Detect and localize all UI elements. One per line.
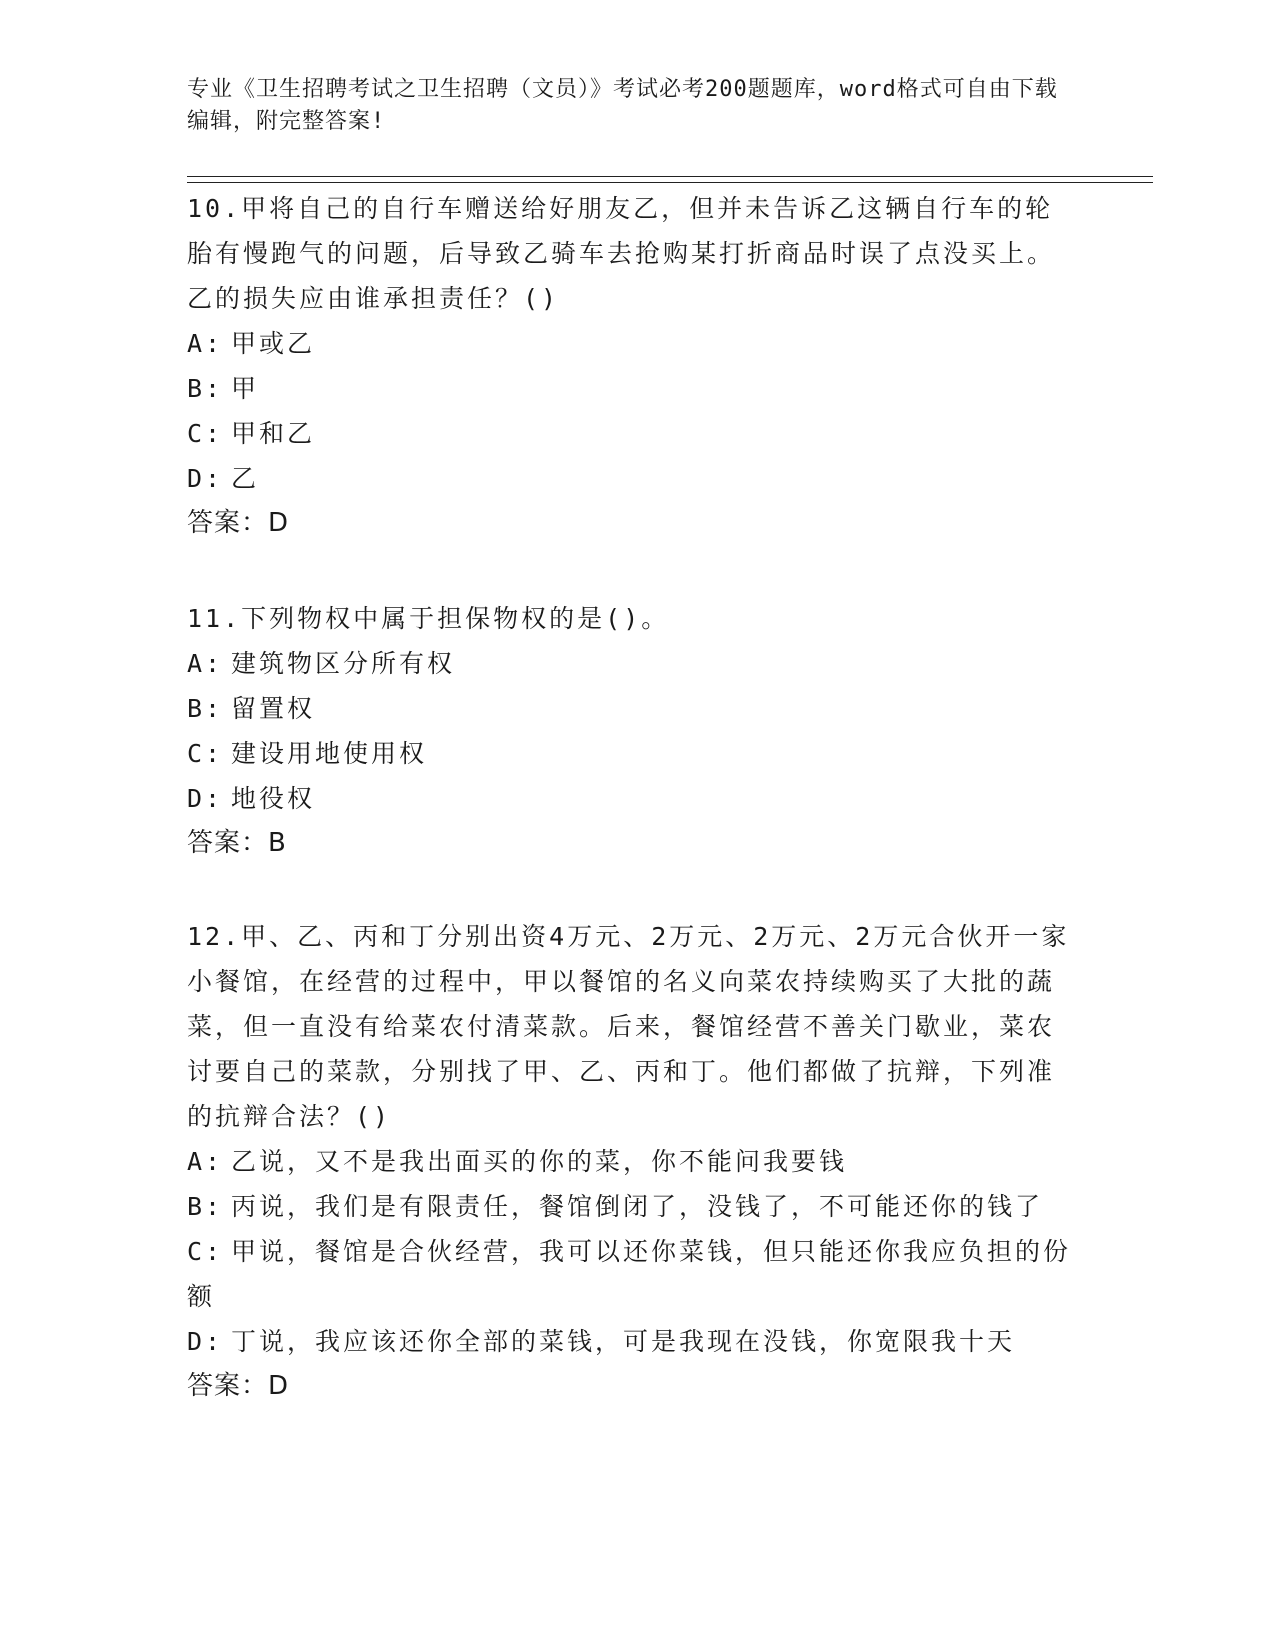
- question-stem: 10.甲将自己的自行车赠送给好朋友乙，但并未告诉乙这辆自行车的轮胎有慢跑气的问题，后导致乙骑车去抢购某打折商品时误了点没买上。乙的损失应由谁承担责任？(): [187, 194, 1056, 313]
- option-text: 甲: [231, 374, 260, 403]
- question-10: [187, 186, 1077, 546]
- option-letter: B:: [187, 694, 224, 723]
- question-stem: 12.甲、乙、丙和丁分别出资4万元、2万元、2万元、2万元合伙开一家小餐馆，在经营的过程中，甲以餐馆的名义向菜农持续购买了大批的蔬菜，但一直没有给菜农付清菜款。后来，餐馆经营不善关门歇业，菜农讨要自己的菜款，分别找了甲、乙、丙和丁。他们都做了抗辩，下列准的抗辩合法？(): [187, 922, 1070, 1131]
- option-letter: D:: [187, 464, 224, 493]
- answer-line: 答案：D: [187, 508, 290, 538]
- option-letter: C:: [187, 419, 224, 448]
- option-letter: D:: [187, 784, 224, 813]
- answer-line: 答案：B: [187, 828, 287, 858]
- option-d: [187, 1319, 1077, 1364]
- option-d: [187, 456, 1077, 501]
- option-text: 丙说，我们是有限责任，餐馆倒闭了，没钱了，不可能还你的钱了: [231, 1192, 1044, 1221]
- option-text: 甲说，餐馆是合伙经营，我可以还你菜钱，但只能还你我应负担的份额: [187, 1237, 1072, 1311]
- option-c: [187, 731, 1077, 776]
- option-text: 甲和乙: [231, 419, 316, 448]
- option-text: 乙: [231, 464, 260, 493]
- option-text: 建筑物区分所有权: [231, 649, 456, 678]
- header-divider-bottom: [187, 182, 1153, 183]
- question-stem: 11.下列物权中属于担保物权的是()。: [187, 604, 670, 633]
- option-c: [187, 411, 1077, 456]
- option-letter: B:: [187, 374, 224, 403]
- option-text: 留置权: [231, 694, 316, 723]
- option-letter: C:: [187, 739, 224, 768]
- option-a: [187, 321, 1077, 366]
- option-letter: A:: [187, 329, 224, 358]
- option-c: [187, 1229, 1077, 1319]
- option-b: [187, 366, 1077, 411]
- document-header: [187, 74, 1067, 138]
- question-12: [187, 914, 1077, 1409]
- option-letter: B:: [187, 1192, 224, 1221]
- option-d: [187, 776, 1077, 821]
- option-text: 乙说，又不是我出面买的你的菜，你不能问我要钱: [231, 1147, 848, 1176]
- option-letter: A:: [187, 1147, 224, 1176]
- header-text: 专业《卫生招聘考试之卫生招聘（文员）》考试必考200题题库，word格式可自由下载编辑，附完整答案!: [187, 77, 1058, 134]
- option-a: [187, 1139, 1077, 1184]
- option-b: [187, 1184, 1077, 1229]
- question-11: [187, 596, 1077, 866]
- option-b: [187, 686, 1077, 731]
- option-text: 丁说，我应该还你全部的菜钱，可是我现在没钱，你宽限我十天: [231, 1327, 1016, 1356]
- option-text: 甲或乙: [231, 329, 316, 358]
- answer-line: 答案：D: [187, 1371, 290, 1401]
- option-letter: C:: [187, 1237, 224, 1266]
- header-divider-top: [187, 176, 1153, 177]
- option-letter: A:: [187, 649, 224, 678]
- option-letter: D:: [187, 1327, 224, 1356]
- option-text: 地役权: [231, 784, 316, 813]
- option-text: 建设用地使用权: [231, 739, 428, 768]
- option-a: [187, 641, 1077, 686]
